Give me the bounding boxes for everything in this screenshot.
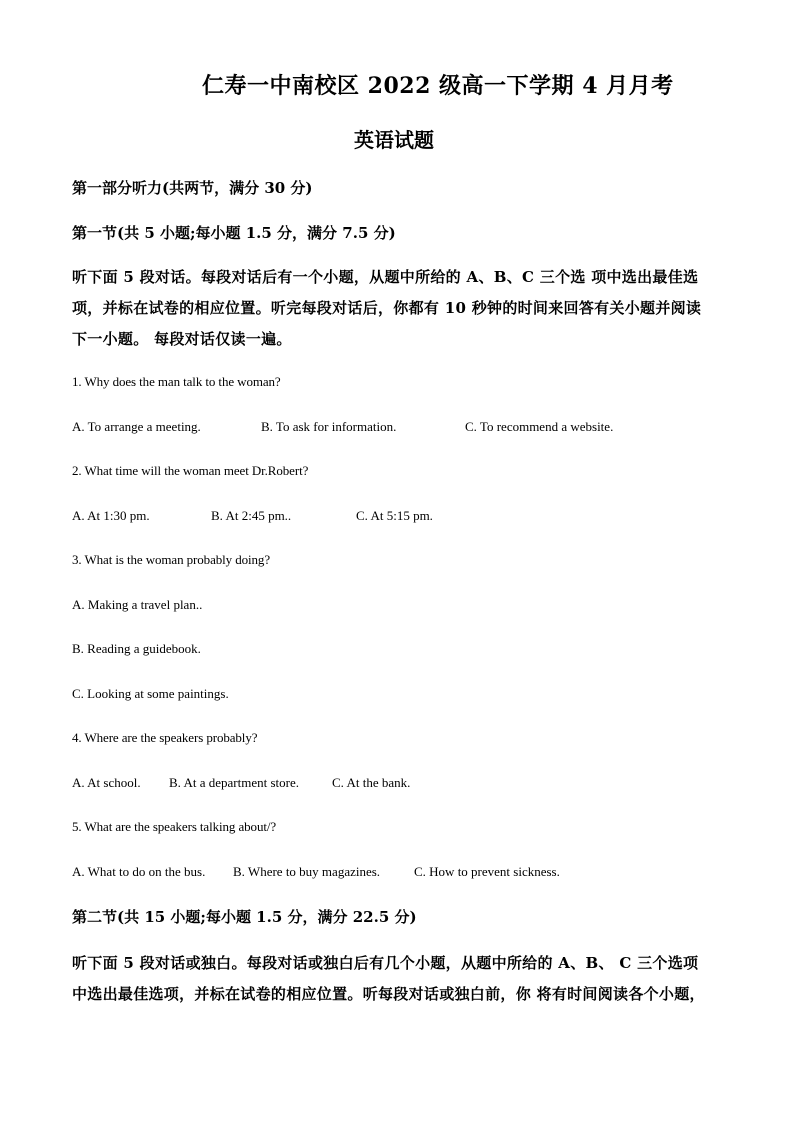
- option-c: C. At the bank.: [332, 775, 411, 790]
- option-a: A. At school.: [72, 775, 141, 790]
- question-stem: 4. Where are the speakers probably?: [72, 730, 258, 745]
- option-c: C. To recommend a website.: [465, 419, 614, 434]
- option-b: B. At 2:45 pm..: [211, 508, 292, 523]
- question-stem: 5. What are the speakers talking about/?: [72, 819, 277, 834]
- exam-title: 仁寿一中南校区 2022 级高一下学期 4 月月考: [202, 73, 674, 99]
- option-a: A. At 1:30 pm.: [72, 508, 150, 523]
- exam-subtitle: 英语试题: [354, 128, 434, 152]
- option-b: B. Reading a guidebook.: [72, 641, 201, 656]
- question-stem: 1. Why does the man talk to the woman?: [72, 374, 281, 389]
- section1-instruction-line: 下一小题。 每段对话仅读一遍。: [72, 330, 292, 348]
- section2-instruction-line: 中选出最佳选项，并标在试卷的相应位置。听每段对话或独白前，你 将有时间阅读各个小题，: [72, 985, 705, 1003]
- option-a: A. To arrange a meeting.: [72, 419, 201, 434]
- option-c: C. At 5:15 pm.: [356, 508, 433, 523]
- option-b: B. Where to buy magazines.: [233, 864, 381, 879]
- option-c: C. Looking at some paintings.: [72, 686, 229, 701]
- option-a: A. What to do on the bus.: [72, 864, 206, 879]
- section2-instruction-line: 听下面 5 段对话或独白。每段对话或独白后有几个小题，从题中所给的 A、B、 C 三个选项: [72, 954, 699, 972]
- section1-instruction-line: 项，并标在试卷的相应位置。听完每段对话后，你都有 10 秒钟的时间来回答有关小题并阅读: [72, 299, 702, 317]
- question-stem: 2. What time will the woman meet Dr.Robert?: [72, 463, 309, 478]
- option-b: B. To ask for information.: [261, 419, 397, 434]
- question-stem: 3. What is the woman probably doing?: [72, 552, 270, 567]
- section1-instruction-line: 听下面 5 段对话。每段对话后有一个小题，从题中所给的 A、B、C 三个选 项中选出最佳选: [72, 268, 699, 286]
- part1-heading: 第一部分听力(共两节，满分 30 分): [72, 179, 313, 197]
- section2-heading: 第二节(共 15 小题;每小题 1.5 分，满分 22.5 分): [72, 908, 417, 926]
- option-c: C. How to prevent sickness.: [414, 864, 560, 879]
- section1-heading: 第一节(共 5 小题;每小题 1.5 分，满分 7.5 分): [72, 224, 396, 242]
- option-b: B. At a department store.: [169, 775, 299, 790]
- option-a: A. Making a travel plan..: [72, 597, 203, 612]
